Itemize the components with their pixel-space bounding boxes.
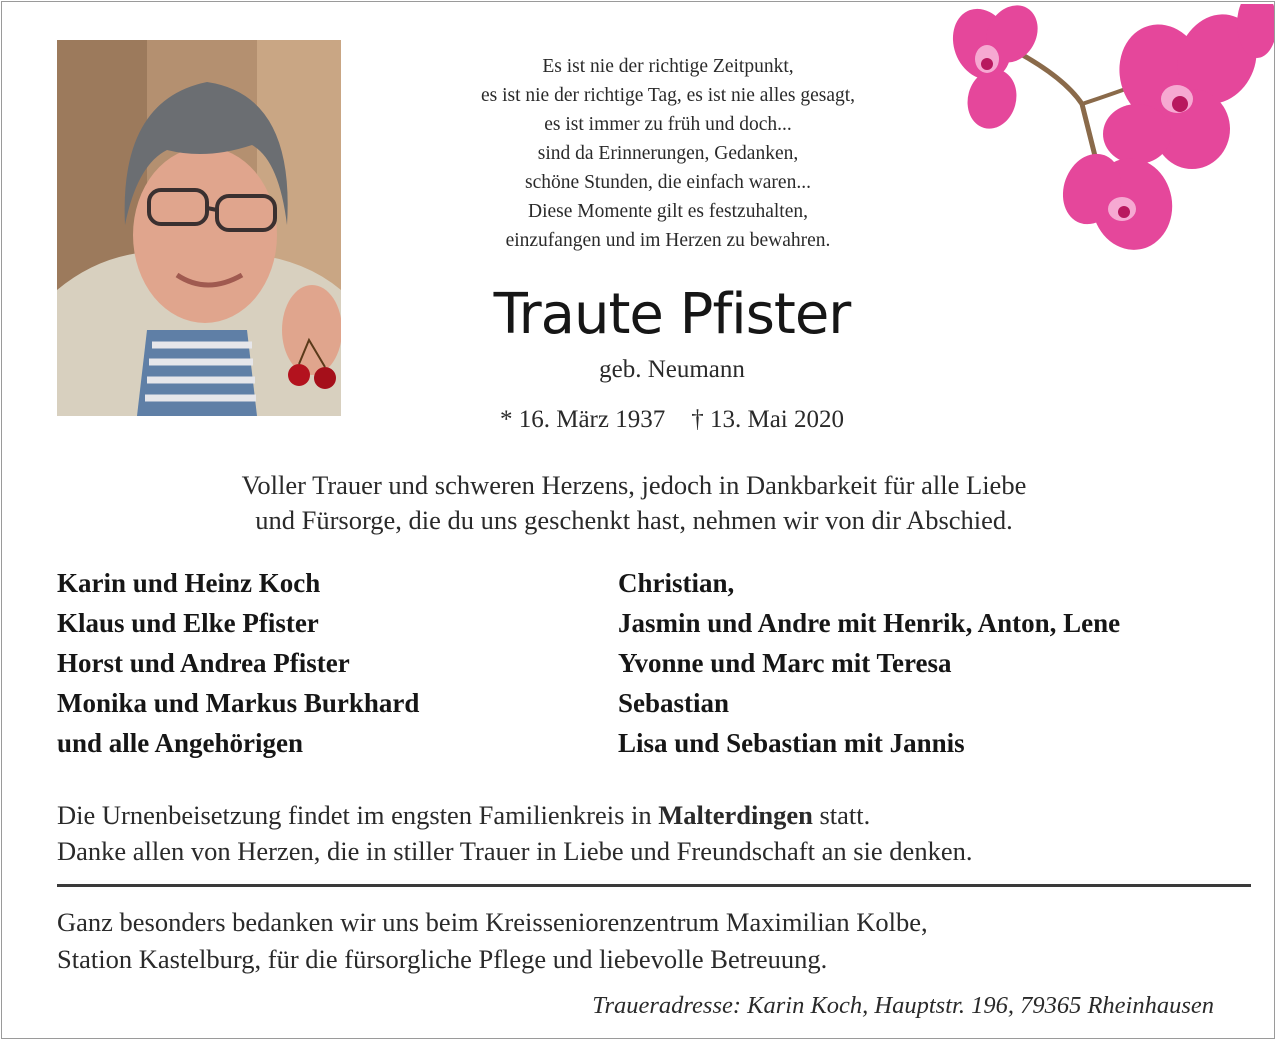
mourner: Horst und Andrea Pfister [57,648,350,678]
burial-text-end: statt. [812,800,871,830]
thanks-all-line: Danke allen von Herzen, die in stiller Trauer in Liebe und Freundschaft an sie denken. [57,836,973,866]
mourner: Karin und Heinz Koch [57,568,321,598]
death-date: † 13. Mai 2020 [691,406,845,433]
burial-text: Die Urnenbeisetzung findet im engsten Familienkreis in [57,800,659,830]
burial-info [57,797,972,869]
mourning-address: Traueradresse: Karin Koch, Hauptstr. 196, 79365 Rheinhausen [592,992,1214,1019]
mourner: Jasmin und Andre mit Henrik, Anton, Lene [618,608,1121,638]
poem-line: schöne Stunden, die einfach waren... [525,172,811,193]
intro-line: Voller Trauer und schweren Herzens, jedoch in Dankbarkeit für alle Liebe [241,470,1027,500]
obituary-frame [1,1,1275,1039]
poem-line: Diese Momente gilt es festzuhalten, [528,201,808,222]
poem-line: einzufangen und im Herzen zu bewahren. [505,230,831,251]
poem-line: Es ist nie der richtige Zeitpunkt, [542,56,794,77]
burial-line [57,797,972,833]
poem [392,52,944,255]
thanks-line: Ganz besonders bedanken wir uns beim Kreisseniorenzentrum Maximilian Kolbe, [57,907,928,937]
mourner: Sebastian [618,688,730,718]
poem-line: es ist nie der richtige Tag, es ist nie alles gesagt, [480,85,856,106]
divider [57,884,1251,887]
portrait-photo [57,40,341,416]
birth-name: geb. Neumann [599,356,745,383]
deceased-name: Traute Pfister [493,282,851,347]
mourners-left [57,563,419,763]
orchid-decoration [942,4,1275,256]
intro-text [62,468,1206,538]
mourner: Klaus und Elke Pfister [57,608,319,638]
birth-date: * 16. März 1937 [499,406,666,433]
poem-line: es ist immer zu früh und doch... [544,114,792,135]
thanks-line: Station Kastelburg, für die fürsorgliche Pflege und liebevolle Betreuung. [57,944,828,974]
mourner: Monika und Markus Burkhard [57,688,420,718]
mourner: Christian, [618,568,735,598]
mourner: Lisa und Sebastian mit Jannis [618,728,965,758]
poem-line: sind da Erinnerungen, Gedanken, [537,143,799,164]
mourner: und alle Angehörigen [57,728,304,758]
intro-line: und Fürsorge, die du uns geschenkt hast, nehmen wir von dir Abschied. [255,505,1013,535]
mourners-right [618,563,1120,763]
mourner: Yvonne und Marc mit Teresa [618,648,952,678]
special-thanks [57,904,928,978]
burial-place: Malterdingen [658,800,813,830]
life-dates [382,406,962,434]
